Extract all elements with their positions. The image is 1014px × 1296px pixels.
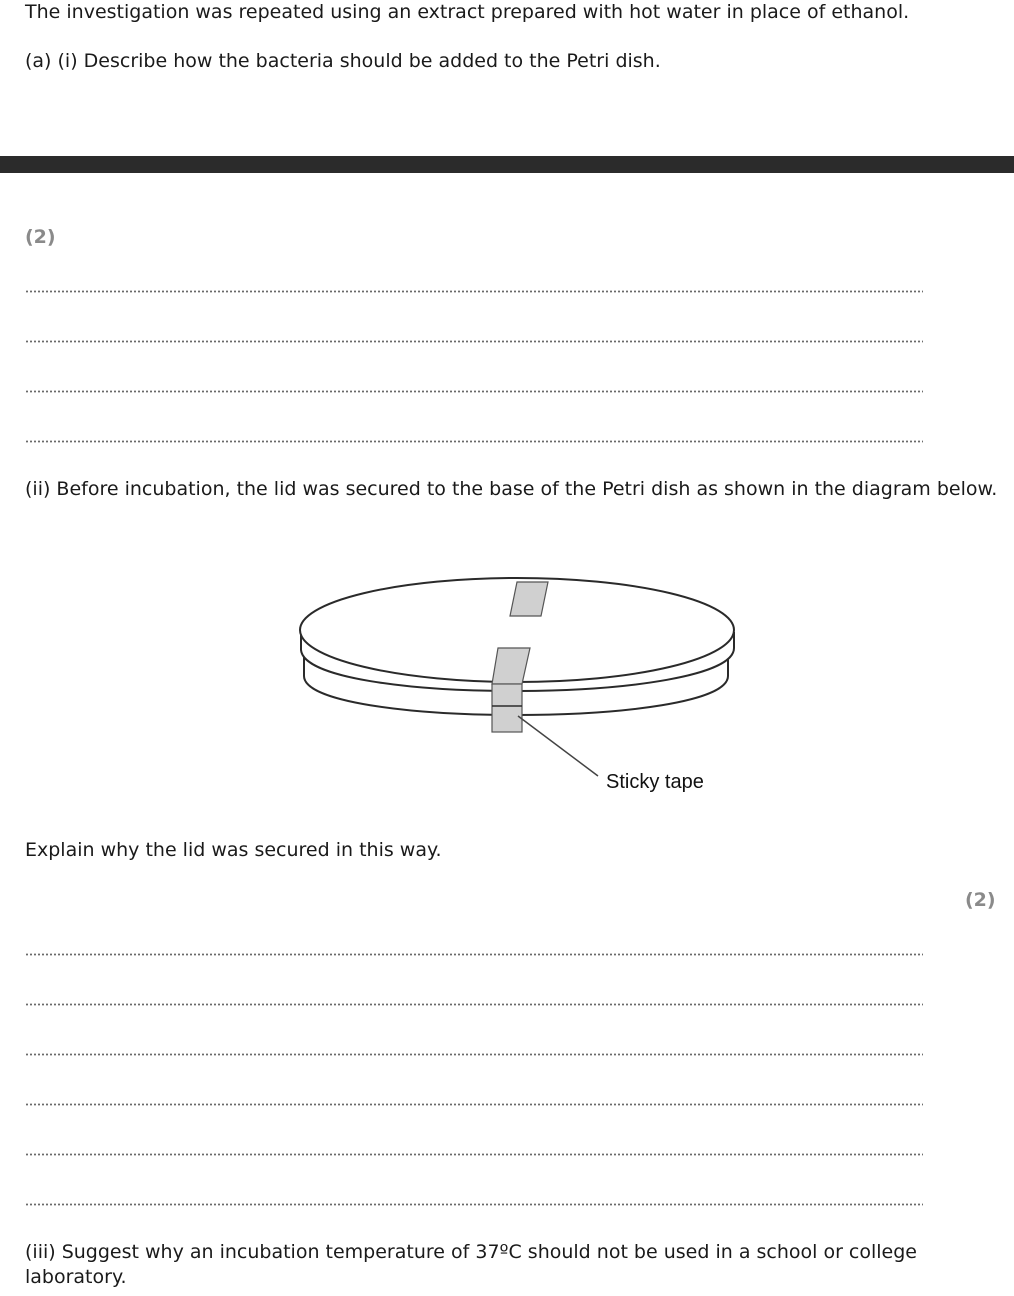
answer-line-a-ii-4[interactable] — [25, 1103, 923, 1106]
marks-a-ii: (2) — [965, 889, 996, 911]
question-a-iii: (iii) Suggest why an incubation temperature of 37ºC should not be used in a school or college laboratory. — [25, 1241, 917, 1288]
question-a-i: (a) (i) Describe how the bacteria should be added to the Petri dish. — [25, 50, 661, 72]
answer-line-a-i-4[interactable] — [25, 440, 923, 443]
answer-line-a-i-1[interactable] — [25, 290, 923, 293]
answer-line-a-ii-2[interactable] — [25, 1003, 923, 1006]
answer-line-a-ii-3[interactable] — [25, 1053, 923, 1056]
answer-line-a-ii-5[interactable] — [25, 1153, 923, 1156]
answer-line-a-i-3[interactable] — [25, 390, 923, 393]
intro-text: The investigation was repeated using an extract prepared with hot water in place of ethanol. — [25, 1, 910, 23]
prompt-a-ii: Explain why the lid was secured in this way. — [25, 839, 442, 861]
answer-line-a-ii-6[interactable] — [25, 1203, 923, 1206]
petri-dish-diagram — [296, 576, 746, 806]
answer-line-a-i-2[interactable] — [25, 340, 923, 343]
marks-a-i: (2) — [25, 226, 56, 248]
sticky-tape-far — [510, 582, 548, 616]
question-a-ii: (ii) Before incubation, the lid was secured to the base of the Petri dish as shown in the diagram below. — [25, 478, 998, 500]
answer-line-a-ii-1[interactable] — [25, 953, 923, 956]
label-leader-line — [518, 716, 598, 776]
section-divider — [0, 156, 1014, 173]
sticky-tape-label: Sticky tape — [606, 771, 704, 793]
sticky-tape-side — [492, 684, 522, 732]
